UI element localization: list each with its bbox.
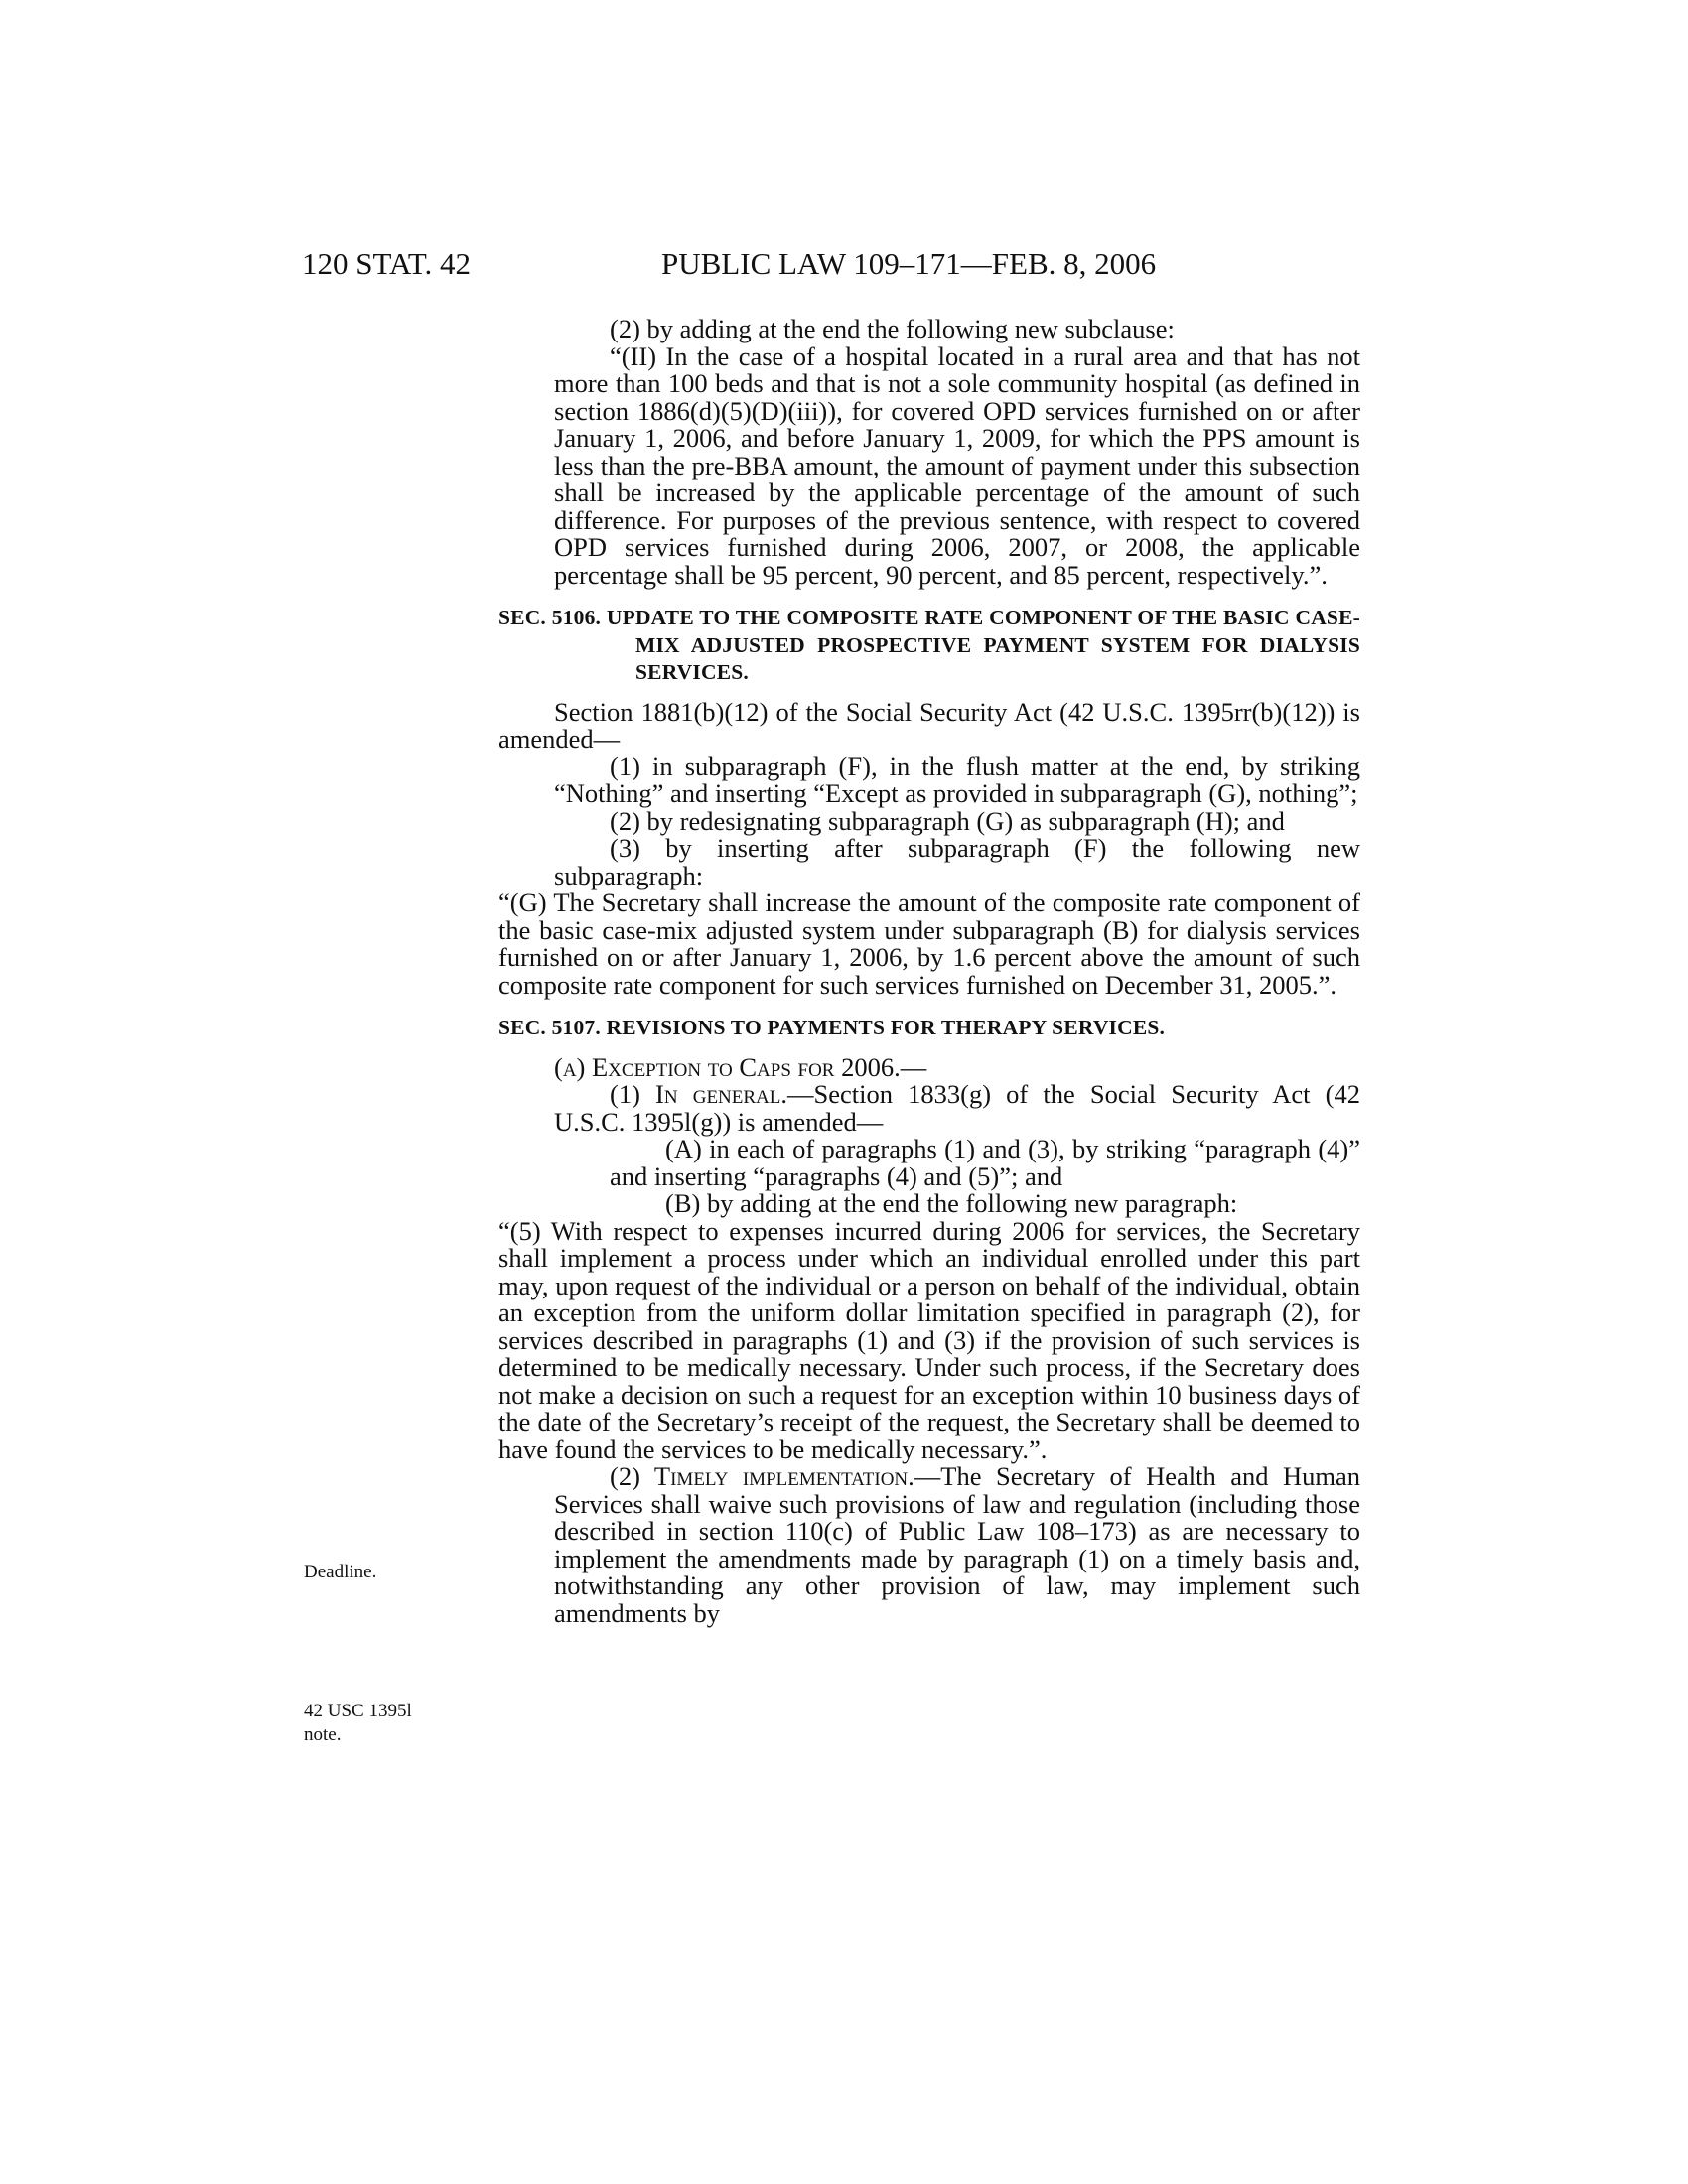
new-paragraph-5: “(5) With respect to expenses incurred during 2006 for services, the Secretary shall implement a process under which an individual enrolled under this part may, upon request of the individual or a person on behalf of the individual, obtain an exception from the uniform dollar limitation specified in paragraph (2), for services described in paragraphs (1) and (3) if the provision of such services is determined to be medically necessary. Under such process, if the Secretary does not make a decision on such a request for an exception within 10 business days of the date of the Secretary’s receipt of the request, the Secretary shall be deemed to have found the services to be medically necessary.”. (498, 1215, 1360, 1464)
running-title: PUBLIC LAW 109–171—FEB. 8, 2006 (661, 246, 1157, 281)
paragraph-1-heading: (1) In general.— (610, 1079, 814, 1109)
margin-note-usc-line1: 42 USC 1395l (304, 1701, 412, 1721)
paragraph-add-subclause: (2) by adding at the end the following new subclause: (610, 314, 1175, 343)
paragraph-2-timely-implementation (498, 1463, 1360, 1627)
paragraph-2-text: The Secretary of Health and Human Services shall waive such provisions of law and regulation (including those described in section 110(c) of Public Law 108–173) as are necessary to implement the amendments made by paragraph (1) on a timely basis and, notwithstanding any other provision of law, may implement such amendments by (554, 1461, 1360, 1628)
margin-note-deadline: Deadline. (304, 1562, 377, 1582)
subparagraph-a: (A) in each of paragraphs (1) and (3), by striking “paragraph (4)” and inserting “paragraphs (4) and (5)”; and (610, 1134, 1360, 1191)
section-5106-item-3: (3) by inserting after subparagraph (F) the following new subparagraph: (554, 833, 1360, 890)
margin-note-usc (304, 1700, 412, 1747)
subsection-a-heading-text: (a) Exception to Caps for 2006.— (554, 1051, 927, 1082)
subclause-ii: “(II) In the case of a hospital located in a rural area and that has not more than 100 beds and that is not a sole community hospital (as defined in section 1886(d)(5)(D)(iii)), for covered OPD services furnished on or after January 1, 2006, and before January 1, 2009, for which the PPS amount is less than the pre-BBA amount, the amount of payment under this subsection shall be increased by the applicable percentage of the amount of such difference. For purposes of the previous sentence, with respect to covered OPD services furnished during 2006, 2007, or 2008, the applicable percentage shall be 95 percent, 90 percent, and 85 percent, respectively.”. (554, 341, 1360, 590)
section-5106-item-2: (2) by redesignating subparagraph (G) as subparagraph (H); and (610, 805, 1285, 836)
paragraph-2-heading: (2) Timely implementation.— (610, 1461, 941, 1491)
section-heading-5106: SEC. 5106. UPDATE TO THE COMPOSITE RATE COMPONENT OF THE BASIC CASE-MIX ADJUSTED PROSPECTIVE PAYMENT SYSTEM FOR DIALYSIS SERVICES. (498, 606, 1360, 684)
subparagraph-g: “(G) The Secretary shall increase the amount of the composite rate component of the basic case-mix adjusted system under subparagraph (B) for dialysis services furnished on or after January 1, 2006, by 1.6 percent above the amount of such composite rate component for such services furnished on December 31, 2005.”. (498, 887, 1360, 1000)
margin-note-usc-line2: note. (304, 1724, 342, 1745)
subparagraph-b: (B) by adding at the end the following new paragraph: (665, 1188, 1238, 1218)
section-5106-intro: Section 1881(b)(12) of the Social Security Act (42 U.S.C. 1395rr(b)(12)) is amended— (498, 696, 1360, 753)
paragraph-1-in-general (498, 1081, 1360, 1136)
section-heading-5107: SEC. 5107. REVISIONS TO PAYMENTS FOR THERAPY SERVICES. (498, 1016, 1166, 1039)
subsection-a-heading (498, 1051, 1360, 1082)
document-body (498, 316, 1360, 1627)
section-5106-item-1: (1) in subparagraph (F), in the flush matter at the end, by striking “Nothing” and inserting “Except as provided in subparagraph (G), nothing”; (554, 751, 1360, 808)
statute-page-number: 120 STAT. 42 (302, 246, 472, 281)
paragraph-1-text: Section 1833(g) of the Social Security Act (42 U.S.C. 1395l(g)) is amended— (554, 1079, 1360, 1137)
page-header (0, 246, 1688, 286)
